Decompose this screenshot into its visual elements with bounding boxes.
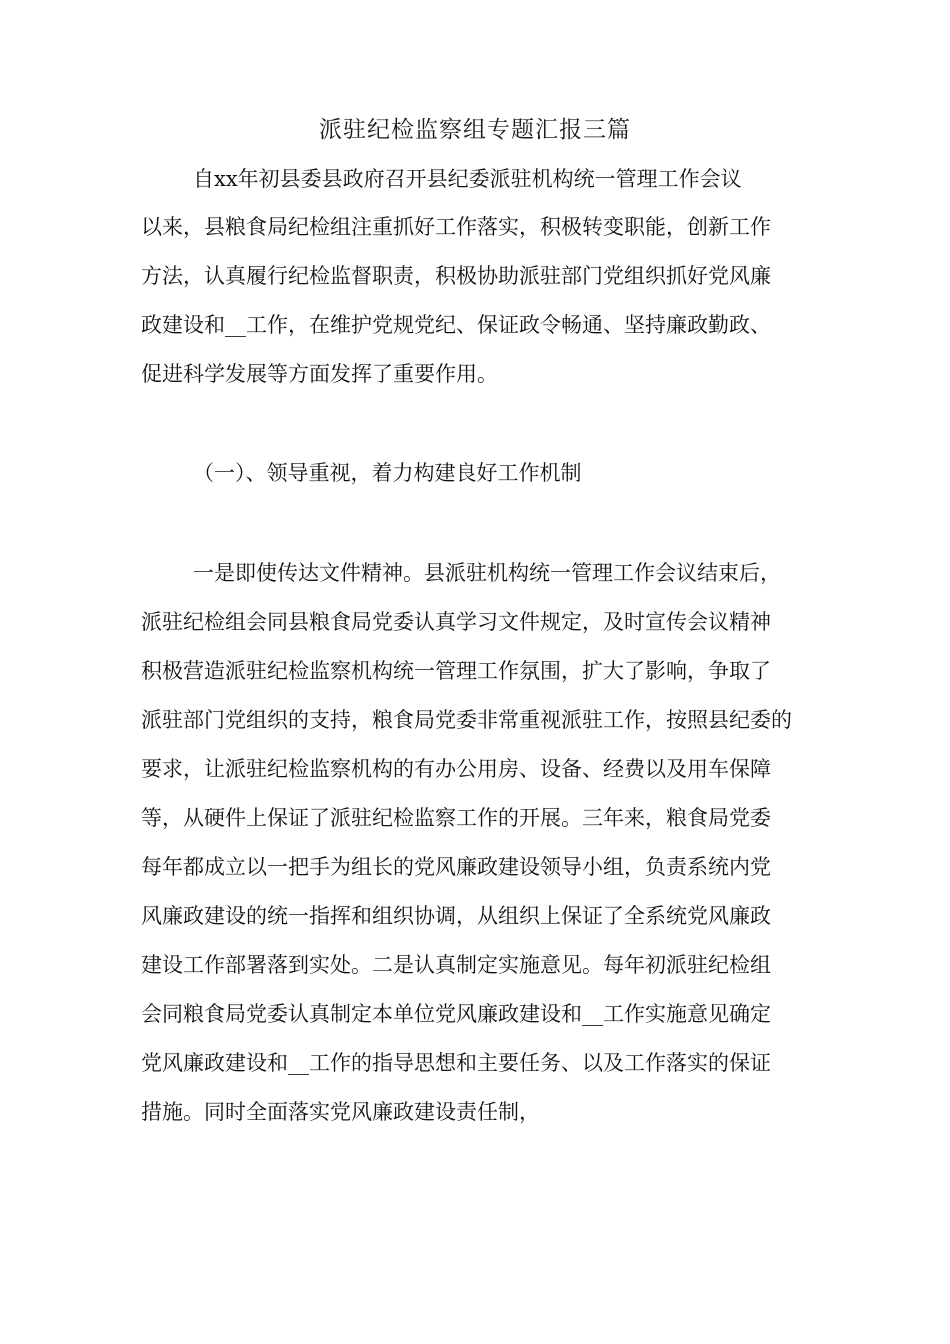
- intro-line: 自xx年初县委县政府召开县纪委派驻机构统一管理工作会议: [193, 167, 742, 191]
- document-title: 派驻纪检监察组专题汇报三篇: [319, 117, 631, 143]
- body-line: 措施。同时全面落实党风廉政建设责任制，: [141, 1100, 540, 1124]
- body-line: 派驻纪检组会同县粮食局党委认真学习文件规定，及时宣传会议精神: [141, 610, 771, 634]
- body-line: 一是即使传达文件精神。县派驻机构统一管理工作会议结束后，: [193, 561, 781, 585]
- body-line: 积极营造派驻纪检监察机构统一管理工作氛围，扩大了影响，争取了: [141, 659, 771, 683]
- body-line: 要求，让派驻纪检监察机构的有办公用房、设备、经费以及用车保障: [141, 757, 771, 781]
- intro-line: 以来，县粮食局纪检组注重抓好工作落实，积极转变职能，创新工作: [141, 215, 771, 239]
- body-line: 风廉政建设的统一指挥和组织协调，从组织上保证了全系统党风廉政: [141, 904, 771, 928]
- body-line: 派驻部门党组织的支持，粮食局党委非常重视派驻工作，按照县纪委的: [141, 708, 792, 732]
- body-line: 每年都成立以一把手为组长的党风廉政建设领导小组，负责系统内党: [141, 855, 771, 879]
- intro-line: 方法，认真履行纪检监督职责，积极协助派驻部门党组织抓好党风廉: [141, 264, 771, 288]
- body-line: 会同粮食局党委认真制定本单位党风廉政建设和__工作实施意见确定: [141, 1002, 771, 1026]
- body-line: 建设工作部署落到实处。二是认真制定实施意见。每年初派驻纪检组: [141, 953, 771, 977]
- intro-line: 政建设和__工作，在维护党规党纪、保证政令畅通、坚持廉政勤政、: [141, 313, 771, 337]
- section-heading: （一）、领导重视，着力构建良好工作机制: [193, 461, 582, 485]
- body-line: 等，从硬件上保证了派驻纪检监察工作的开展。三年来，粮食局党委: [141, 806, 771, 830]
- body-line: 党风廉政建设和__工作的指导思想和主要任务、以及工作落实的保证: [141, 1051, 771, 1075]
- intro-line: 促进科学发展等方面发挥了重要作用。: [141, 362, 498, 386]
